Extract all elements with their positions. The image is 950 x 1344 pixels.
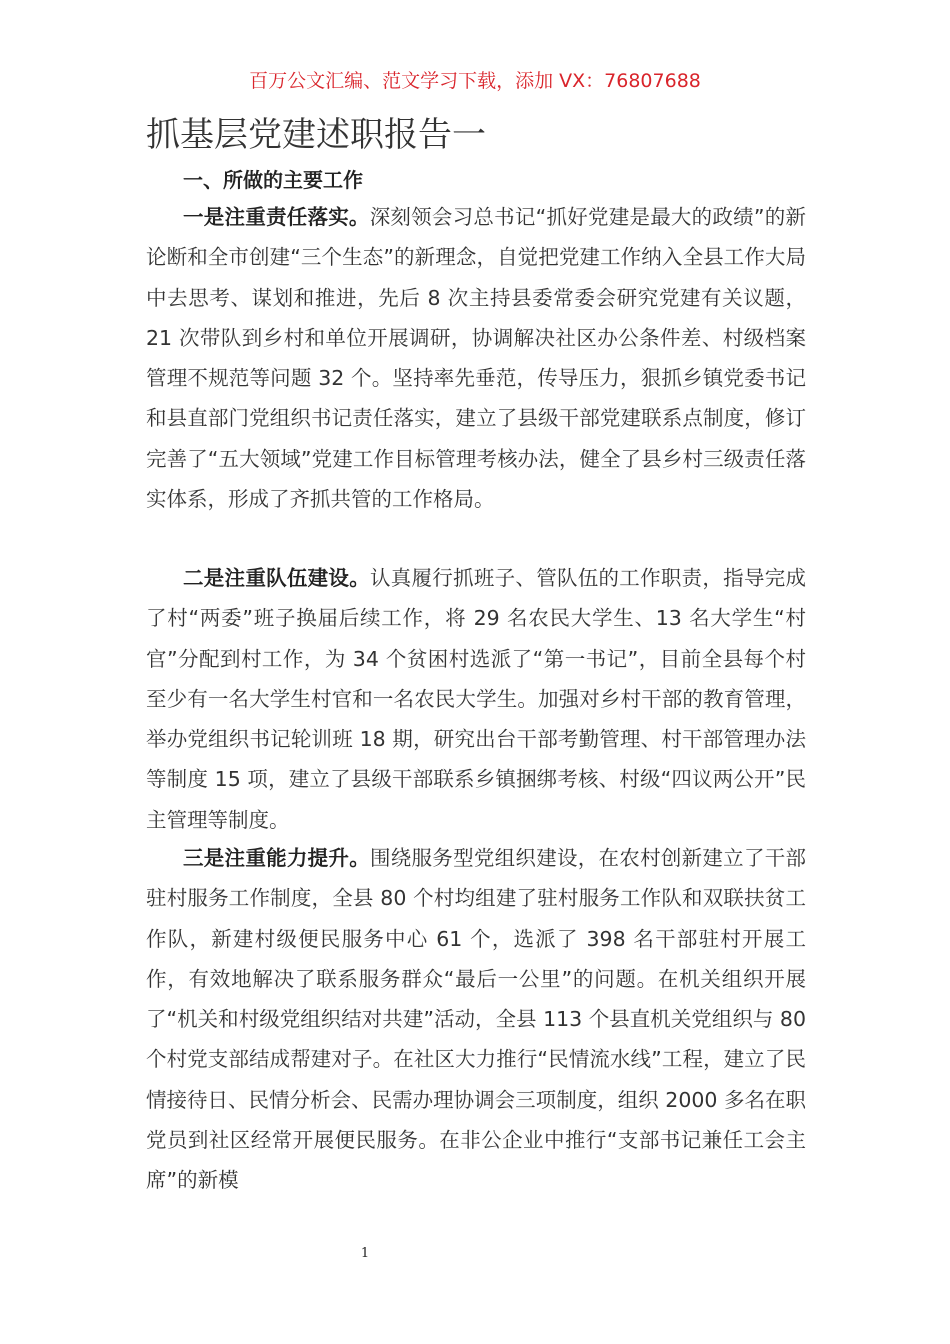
section-heading: 一、所做的主要工作 (183, 168, 363, 192)
paragraph-capacity (146, 838, 806, 1201)
paragraph-team-building (146, 558, 806, 840)
header-banner: 百万公文汇编、范文学习下载，添加 VX：76807688 (249, 70, 701, 92)
paragraph-lead: 一是注重责任落实。 (183, 205, 370, 229)
paragraph-lead: 三是注重能力提升。 (183, 846, 370, 870)
paragraph-text: 深刻领会习总书记“抓好党建是最大的政绩”的新论断和全市创建“三个生态”的新理念，自觉把党建工作纳入全县工作大局中去思考、谋划和推进，先后 8 次主持县委常委会研究党建有关议题，21 次带队到乡村和单位开展调研，协调解决社区办公条件差、村级档案管理不规范等问题 32 个。坚持率先垂范，传导压力，狠抓乡镇党委书记和县直部门党组织书记责任落实，建立了县级干部党建联系点制度，修订完善了“五大领域”党建工作目标管理考核办法，健全了县乡村三级责任落实体系，形成了齐抓共管的工作格局。 (146, 205, 807, 512)
page-number: 1 (360, 1246, 370, 1261)
paragraph-responsibility (146, 197, 806, 519)
paragraph-text: 认真履行抓班子、管队伍的工作职责，指导完成了村“两委”班子换届后续工作，将 29 名农民大学生、13 名大学生“村官”分配到村工作，为 34 个贫困村选派了“第一书记”，目前全县每个村至少有一名大学生村官和一名农民大学生。加强对乡村干部的教育管理，举办党组织书记轮训班 18 期，研究出台干部考勤管理、村干部管理办法等制度 15 项，建立了县级干部联系乡镇捆绑考核、村级“四议两公开”民主管理等制度。 (146, 566, 807, 832)
document-title: 抓基层党建述职报告一 (146, 115, 486, 155)
paragraph-text: 围绕服务型党组织建设，在农村创新建立了干部驻村服务工作制度，全县 80 个村均组建了驻村服务工作队和双联扶贫工作队，新建村级便民服务中心 61 个，选派了 398 名干部驻村开展工作，有效地解决了联系服务群众“最后一公里”的问题。在机关组织开展了“机关和村级党组织结对共建”活动，全县 113 个县直机关党组织与 80 个村党支部结成帮建对子。在社区大力推行“民情流水线”工程，建立了民情接待日、民情分析会、民需办理协调会三项制度，组织 2000 多名在职党员到社区经常开展便民服务。在非公企业中推行“支部书记兼任工会主席”的新模 (146, 846, 807, 1193)
paragraph-lead: 二是注重队伍建设。 (183, 566, 370, 590)
